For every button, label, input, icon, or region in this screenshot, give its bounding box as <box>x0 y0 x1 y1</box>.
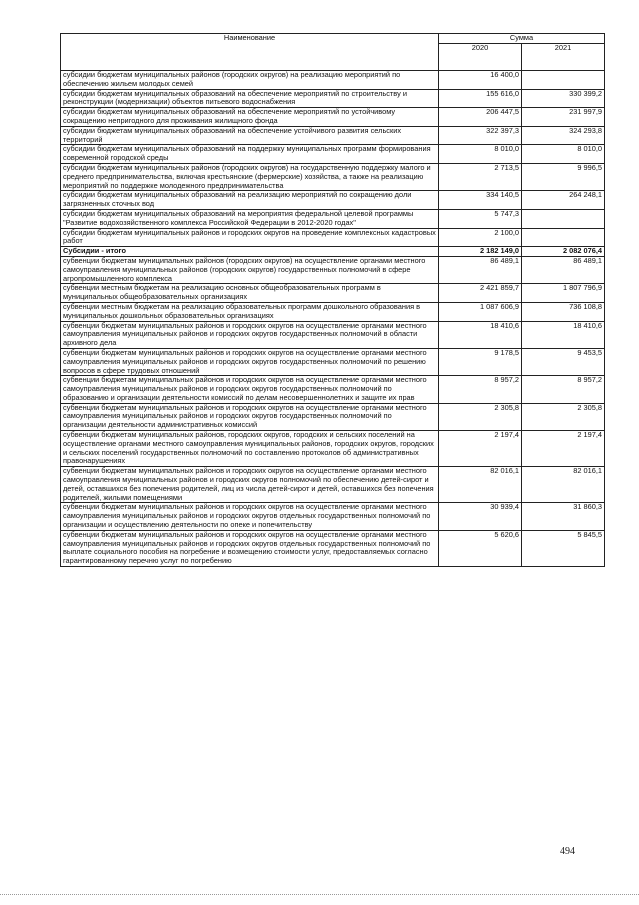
table-row <box>61 228 605 247</box>
table-row <box>61 209 605 228</box>
row-value-2020: 322 397,3 <box>439 126 522 145</box>
row-name-cell: субсидии бюджетам муниципальных районов (городских округов) на государственную поддержку малого и среднего предпринимательства, включая крестьянские (фермерские) хозяйства, а также на реализацию мероприятий по поддержке молодежного предпринимательства <box>61 163 439 190</box>
row-value-2020: 8 957,2 <box>439 376 522 403</box>
row-value-2021: 264 248,1 <box>522 191 605 210</box>
row-name-cell: субсидии бюджетам муниципальных районов и городских округов на проведение комплексных кадастровых работ <box>61 228 439 247</box>
header-name: Наименование <box>61 34 439 71</box>
table-row-total <box>61 247 605 257</box>
row-value-2021: 8 957,2 <box>522 376 605 403</box>
row-value-2021: 736 108,8 <box>522 302 605 321</box>
table-row <box>61 530 605 566</box>
row-name-cell: субвенции бюджетам муниципальных районов и городских округов на осуществление органами местного самоуправления муниципальных районов и городских округов отдельных государственных полномочий по организации и осуществлению деятельности по опеке и попечительству <box>61 503 439 530</box>
table-row <box>61 431 605 467</box>
row-name-cell: субвенции бюджетам муниципальных районов и городских округов на осуществление органами местного самоуправления муниципальных районов и городских округов полномочий по обеспечению детей-сирот и детей, оставшихся без попечения родителей, лиц из числа детей-сирот и детей, оставшихся без попечения родителей, жилыми помещениями <box>61 467 439 503</box>
row-value-2020: 82 016,1 <box>439 467 522 503</box>
table-row <box>61 467 605 503</box>
header-year-2021: 2021 <box>522 44 605 71</box>
row-value-2020: 2 421 859,7 <box>439 284 522 303</box>
row-value-2021: 5 845,5 <box>522 530 605 566</box>
table-row <box>61 126 605 145</box>
row-value-2021 <box>522 209 605 228</box>
row-value-2021: 18 410,6 <box>522 321 605 348</box>
table-row <box>61 348 605 375</box>
table-row <box>61 503 605 530</box>
row-value-2021: 82 016,1 <box>522 467 605 503</box>
table-row <box>61 284 605 303</box>
row-name-cell: Субсидии - итого <box>61 247 439 257</box>
row-name-cell: субсидии бюджетам муниципальных районов (городских округов) на реализацию мероприятий по обеспечению жильем молодых семей <box>61 71 439 90</box>
row-name-cell: субвенции бюджетам муниципальных районов и городских округов на осуществление органами местного самоуправления муниципальных районов и городских округов государственных полномочий по образованию и организации деятельности комиссий по делам несовершеннолетних и защите их прав <box>61 376 439 403</box>
row-value-2020: 5 620,6 <box>439 530 522 566</box>
row-name-cell: субсидии бюджетам муниципальных образований на мероприятия федеральной целевой программы "Развитие водохозяйственного комплекса Российской Федерации в 2012-2020 годах" <box>61 209 439 228</box>
row-value-2021: 2 082 076,4 <box>522 247 605 257</box>
row-name-cell: субсидии бюджетам муниципальных образований на поддержку муниципальных программ формирования современной городской среды <box>61 145 439 164</box>
budget-table <box>60 33 605 567</box>
table-row <box>61 403 605 430</box>
row-name-cell: субвенции бюджетам муниципальных районов и городских округов на осуществление органами местного самоуправления муниципальных районов и городских округов государственных полномочий по решению вопросов в сфере трудовых отношений <box>61 348 439 375</box>
row-value-2020: 30 939,4 <box>439 503 522 530</box>
row-name-cell: субвенции бюджетам муниципальных районов и городских округов на осуществление органами местного самоуправления муниципальных районов и городских округов отдельных государственных полномочий по выплате социального пособия на погребение и возмещению стоимости услуг, предоставляемых согласно гарантированному перечню услуг по погребению <box>61 530 439 566</box>
row-value-2020: 155 616,0 <box>439 89 522 108</box>
row-value-2020: 206 447,5 <box>439 108 522 127</box>
table-row <box>61 191 605 210</box>
bottom-divider <box>0 894 639 895</box>
table-row <box>61 376 605 403</box>
header-year-2020: 2020 <box>439 44 522 71</box>
table-row <box>61 256 605 283</box>
row-name-cell: субвенции бюджетам муниципальных районов и городских округов на осуществление органами местного самоуправления муниципальных районов и городских округов государственных полномочий в области архивного дела <box>61 321 439 348</box>
row-name-cell: субсидии бюджетам муниципальных образований на обеспечение мероприятий по строительству и реконструкции (модернизации) объектов питьевого водоснабжения <box>61 89 439 108</box>
row-name-cell: субвенции бюджетам муниципальных районов (городских округов) на осуществление органами местного самоуправления муниципальных районов (городских округов) государственных полномочий в сфере агропромышленного комплекса <box>61 256 439 283</box>
table-row <box>61 89 605 108</box>
page-number: 494 <box>560 846 575 857</box>
row-value-2021: 330 399,2 <box>522 89 605 108</box>
table-row <box>61 163 605 190</box>
row-name-cell: субсидии бюджетам муниципальных образований на обеспечение устойчивого развития сельских территорий <box>61 126 439 145</box>
row-value-2020: 18 410,6 <box>439 321 522 348</box>
row-value-2020: 9 178,5 <box>439 348 522 375</box>
row-value-2020: 5 747,3 <box>439 209 522 228</box>
table-row <box>61 145 605 164</box>
row-value-2020: 2 713,5 <box>439 163 522 190</box>
row-name-cell: субсидии бюджетам муниципальных образований на обеспечение мероприятий по устойчивому сокращению непригодного для проживания жилищного фонда <box>61 108 439 127</box>
row-value-2021 <box>522 228 605 247</box>
table-row <box>61 71 605 90</box>
row-value-2021: 324 293,8 <box>522 126 605 145</box>
row-name-cell: субвенции местным бюджетам на реализацию образовательных программ дошкольного образования в муниципальных дошкольных образовательных организациях <box>61 302 439 321</box>
row-value-2020: 8 010,0 <box>439 145 522 164</box>
row-value-2020: 2 305,8 <box>439 403 522 430</box>
row-value-2020: 1 087 606,9 <box>439 302 522 321</box>
row-name-cell: субсидии бюджетам муниципальных образований на реализацию мероприятий по сокращению доли загрязненных сточных вод <box>61 191 439 210</box>
row-value-2021 <box>522 71 605 90</box>
row-value-2021: 2 197,4 <box>522 431 605 467</box>
table-row <box>61 321 605 348</box>
row-value-2021: 9 453,5 <box>522 348 605 375</box>
row-value-2020: 2 100,0 <box>439 228 522 247</box>
header-sum: Сумма <box>439 34 605 44</box>
row-value-2021: 86 489,1 <box>522 256 605 283</box>
row-value-2020: 334 140,5 <box>439 191 522 210</box>
row-value-2021: 231 997,9 <box>522 108 605 127</box>
row-value-2021: 2 305,8 <box>522 403 605 430</box>
row-name-cell: субвенции бюджетам муниципальных районов и городских округов на осуществление органами местного самоуправления муниципальных районов и городских округов государственных полномочий по организации деятельности административных комиссий <box>61 403 439 430</box>
row-value-2020: 2 197,4 <box>439 431 522 467</box>
table-row <box>61 302 605 321</box>
row-value-2020: 86 489,1 <box>439 256 522 283</box>
table-row <box>61 108 605 127</box>
row-name-cell: субвенции местным бюджетам на реализацию основных общеобразовательных программ в муниципальных общеобразовательных организациях <box>61 284 439 303</box>
row-name-cell: субвенции бюджетам муниципальных районов, городских округов, городских и сельских поселений на осуществление органами местного самоуправления муниципальных районов, городских округов, городских и сельских поселений государственных полномочий по составлению протоколов об административных правонарушениях <box>61 431 439 467</box>
row-value-2021: 31 860,3 <box>522 503 605 530</box>
row-value-2021: 9 996,5 <box>522 163 605 190</box>
row-value-2020: 16 400,0 <box>439 71 522 90</box>
row-value-2021: 1 807 796,9 <box>522 284 605 303</box>
row-value-2021: 8 010,0 <box>522 145 605 164</box>
row-value-2020: 2 182 149,0 <box>439 247 522 257</box>
table-body <box>61 71 605 567</box>
